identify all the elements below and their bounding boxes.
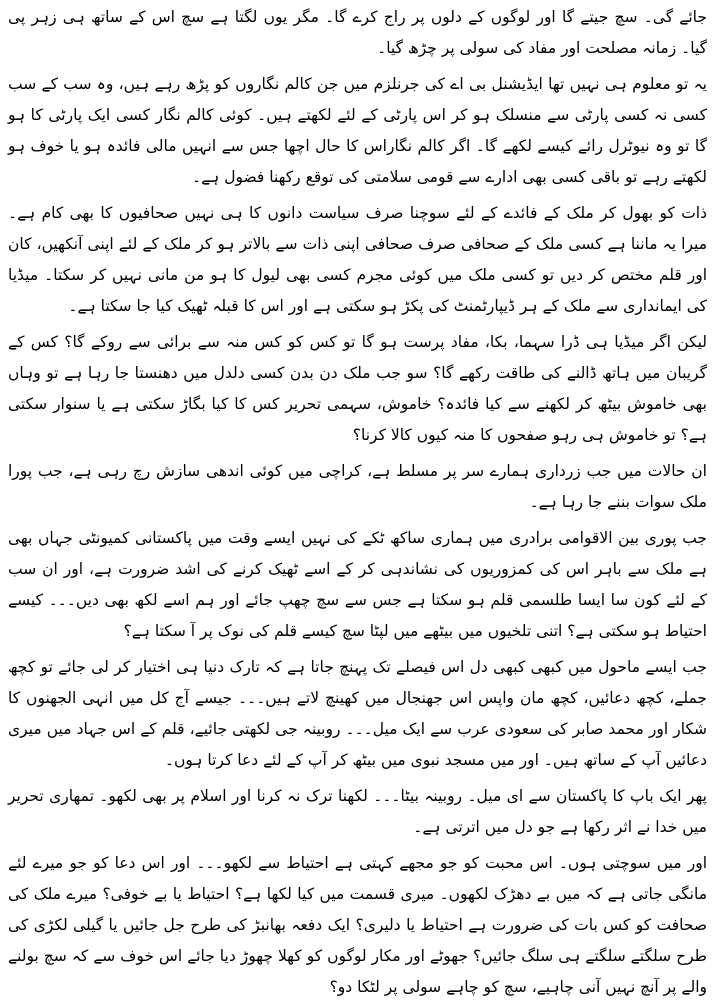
paragraph-8: پھر ایک باپ کا پاکستان سے ای میل۔ روبینہ بیٹا۔۔۔ لکھنا ترک نہ کرنا اور اسلام پر بھی لکھو۔ تمھاری تحریر میں خدا نے اثر رکھا ہے جو دل میں اترتی ہے۔ bbox=[8, 787, 707, 836]
paragraph-3: ذات کو بھول کر ملک کے فائدے کے لئے سوچنا صرف سیاست دانوں کا ہی نہیں صحافیوں کا بھی کام ہے۔ میرا یہ ماننا ہے کسی ملک کے صحافی صرف صحافی اپنی ذات سے بالاتر ہو کر ملک کے لئے اپنی آنکھیں، کان اور قلم مختص کر دیں تو کسی ملک میں کوئی مجرم کسی بھی لیول کا ہو من مانی نہیں کر سکتا۔ میڈیا کی ایمانداری سے ملک کے ہر ڈیپارٹمنٹ کی پکڑ ہو سکتی ہے اور اس کا قبلہ ٹھیک کیا جا سکتا ہے۔ bbox=[8, 204, 707, 315]
paragraph-1: جائے گی۔ سچ جیتے گا اور لوگوں کے دلوں پر راج کرے گا۔ مگر یوں لگتا ہے سچ اس کے ساتھ ہی زہر پی گیا۔ زمانہ مصلحت اور مفاد کی سولی پر چڑھ گیا۔ bbox=[8, 8, 707, 57]
paragraph-4: لیکن اگر میڈیا ہی ڈرا سہما، بکا، مفاد پرست ہو گا تو کس کو کس منہ سے برائی سے روکے گا؟ کس کے گریبان میں ہاتھ ڈالنے کی طاقت رکھے گا؟ سو جب ملک دن بدن کسی دلدل میں دھنستا جا رہا ہے تو وہاں بھی خاموش بیٹھ کر لکھنے سے کیا فائدہ؟ خاموش، سہمی تحریر کس کا کیا بگاڑ سکتی ہے یا سنوار سکتی ہے؟ تو خاموش ہی رہو صفحوں کا منہ کیوں کالا کرنا؟ bbox=[8, 333, 707, 444]
paragraph-5: ان حالات میں جب زرداری ہمارے سر پر مسلط ہے، کراچی میں کوئی اندھی سازش رچ رہی ہے، جب پورا ملک سوات بننے جا رہا ہے۔ bbox=[8, 462, 707, 511]
paragraph-7: جب ایسے ماحول میں کبھی کبھی دل اس فیصلے تک پہنچ جاتا ہے کہ تارک دنیا ہی اختیار کر لی جائے تو کچھ جملے، کچھ دعائیں، کچھ مان واپس اس جھنجال میں کھینچ لاتے ہیں۔۔۔ جیسے آج کل میں انہی الجھنوں کا شکار اور محمد صابر کی سعودی عرب سے ایک میل۔۔۔ روبینہ جی لکھتی جائیے، قلم کے اس جہاد میں میری دعائیں آپ کے ساتھ ہیں۔ اور میں مسجد نبوی میں بیٹھ کر آپ کے لئے دعا کرتا ہوں۔ bbox=[8, 658, 707, 769]
paragraph-2: یہ تو معلوم ہی نہیں تھا ایڈیشنل بی اے کی جرنلزم میں جن کالم نگاروں کو پڑھ رہے ہیں، وہ سب کے سب کسی نہ کسی پارٹی سے منسلک ہو کر اس پارٹی کے لئے لکھتے ہیں۔ کوئی کالم نگار کسی ایک پارٹی کا ہو گا تو وہ نیوٹرل رائے کیسے لکھے گا۔ اگر کالم نگاراس کا حال اچھا جس سے انہیں مالی فائدہ ہو یا خوف ہو لکھتے رہے تو باقی کسی بھی ادارے سے قومی سلامتی کی توقع رکھنا فضول ہے۔ bbox=[8, 75, 707, 186]
paragraph-9: اور میں سوچتی ہوں۔ اس محبت کو جو مجھے کہتی ہے احتیاط سے لکھو۔۔۔ اور اس دعا کو جو میرے لئے مانگی جاتی ہے کہ میں بے دھڑک لکھوں۔ میری قسمت میں کیا لکھا ہے؟ احتیاط یا بے خوفی؟ میرے ملک کی صحافت کو کس بات کی ضرورت ہے احتیاط یا دلیری؟ ایک دفعہ بھانبڑ کی طرح جل جائیں یا گیلی لکڑی کی طرح سلگتے سلگتے ہی سلگ جائیں؟ جھوٹے اور مکار لوگوں کو کھلا چھوڑ دیا جائے اس خوف سے کہ سچ بولنے والے پر آنچ نہیں آنی چاہیے، سچ کو چاہے سولی پر لٹکا دو؟ bbox=[8, 854, 707, 996]
paragraph-6: جب پوری بین الاقوامی برادری میں ہماری ساکھ ٹکے کی نہیں ایسے وقت میں پاکستانی کمیونٹی جہاں بھی ہے ملک سے باہر اس کی کمزوریوں کی نشاندہی کر کے اسے ٹھیک کرنے کی اشد ضرورت ہے، اور ان سب کے لئے کون سا ایسا طلسمی قلم ہو سکتا ہے جس سے سچ چھپ جائے اور ہم اسے لکھ بھی دیں۔۔۔ کیسے احتیاط ہو سکتی ہے؟ اتنی تلخیوں میں بیٹھے میں لپٹا سچ کیسے قلم کی نوک پر آ سکتا ہے؟ bbox=[8, 529, 707, 640]
